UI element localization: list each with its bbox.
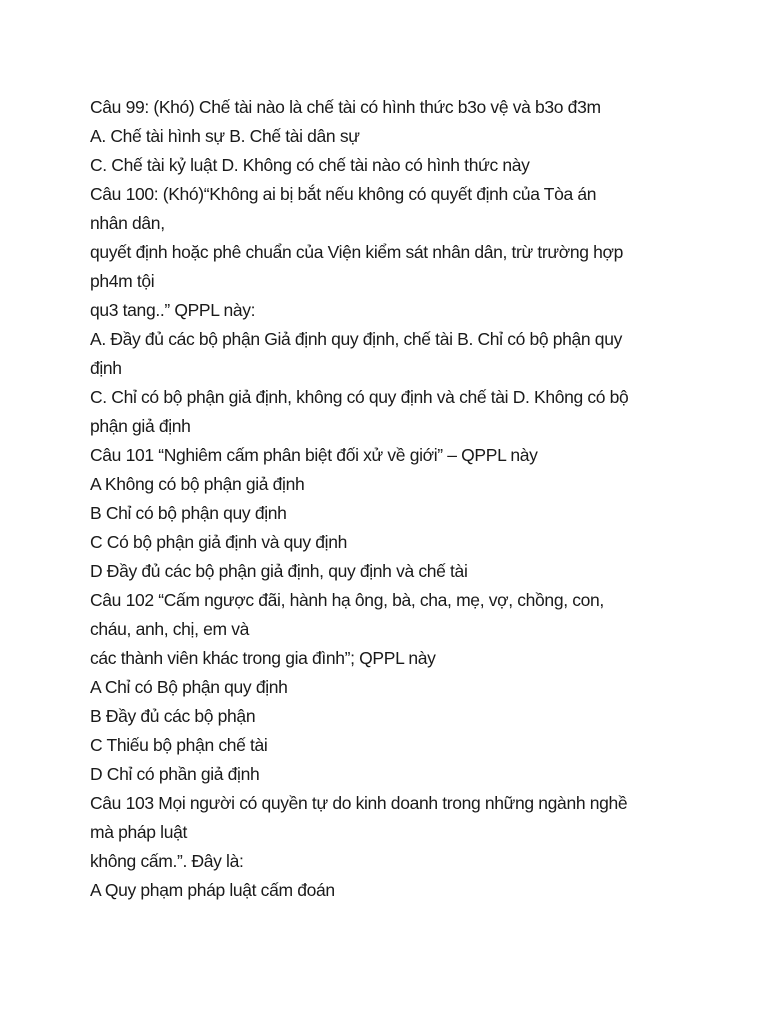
question-102-option-c: C Thiếu bộ phận chế tài xyxy=(90,735,268,755)
question-100-title-cont: quyết định hoặc phê chuẩn của Viện kiểm sát nhân dân, trừ trường hợp xyxy=(90,242,624,262)
question-100-options-cd: C. Chỉ có bộ phận giả định, không có quy định và chế tài D. Không có bộ xyxy=(90,387,629,407)
question-102-option-b: B Đầy đủ các bộ phận xyxy=(90,706,256,726)
question-100-options-cd-cont: phận giả định xyxy=(90,416,191,436)
question-103-title-cont: mà pháp luật xyxy=(90,822,187,842)
question-99-options-ab: A. Chế tài hình sự B. Chế tài dân sự xyxy=(90,126,360,146)
question-101-option-c: C Có bộ phận giả định và quy định xyxy=(90,532,347,552)
question-101-option-d: D Đầy đủ các bộ phận giả định, quy định và chế tài xyxy=(90,561,468,581)
question-103-title: Câu 103 Mọi người có quyền tự do kinh doanh trong những ngành nghề xyxy=(90,793,628,813)
question-100-title: Câu 100: (Khó)“Không ai bị bắt nếu không có quyết định của Tòa án xyxy=(90,184,597,204)
question-100-options-ab-cont: định xyxy=(90,358,122,378)
question-99-title: Câu 99: (Khó) Chế tài nào là chế tài có hình thức b3o vệ và b3o đ3m xyxy=(90,97,601,117)
question-103-option-a: A Quy phạm pháp luật cấm đoán xyxy=(90,880,335,900)
question-102-title: Câu 102 “Cấm ngược đãi, hành hạ ông, bà, cha, mẹ, vợ, chồng, con, xyxy=(90,590,604,610)
question-101-title: Câu 101 “Nghiêm cấm phân biệt đối xử về giới” – QPPL này xyxy=(90,445,538,465)
question-102-option-a: A Chỉ có Bộ phận quy định xyxy=(90,677,288,697)
question-100-title-cont: nhân dân, xyxy=(90,213,165,233)
question-102-title-cont: cháu, anh, chị, em và xyxy=(90,619,249,639)
question-102-option-d: D Chỉ có phần giả định xyxy=(90,764,260,784)
question-103-title-cont: không cấm.”. Đây là: xyxy=(90,851,244,871)
question-99-options-cd: C. Chế tài kỷ luật D. Không có chế tài nào có hình thức này xyxy=(90,155,530,175)
question-101-option-a: A Không có bộ phận giả định xyxy=(90,474,305,494)
question-100-title-cont: ph4m tội xyxy=(90,271,155,291)
question-102-title-cont: các thành viên khác trong gia đình”; QPPL này xyxy=(90,648,436,668)
question-100-options-ab: A. Đầy đủ các bộ phận Giả định quy định, chế tài B. Chỉ có bộ phận quy xyxy=(90,329,622,349)
question-101-option-b: B Chỉ có bộ phận quy định xyxy=(90,503,287,523)
question-100-title-cont: qu3 tang..” QPPL này: xyxy=(90,300,256,320)
